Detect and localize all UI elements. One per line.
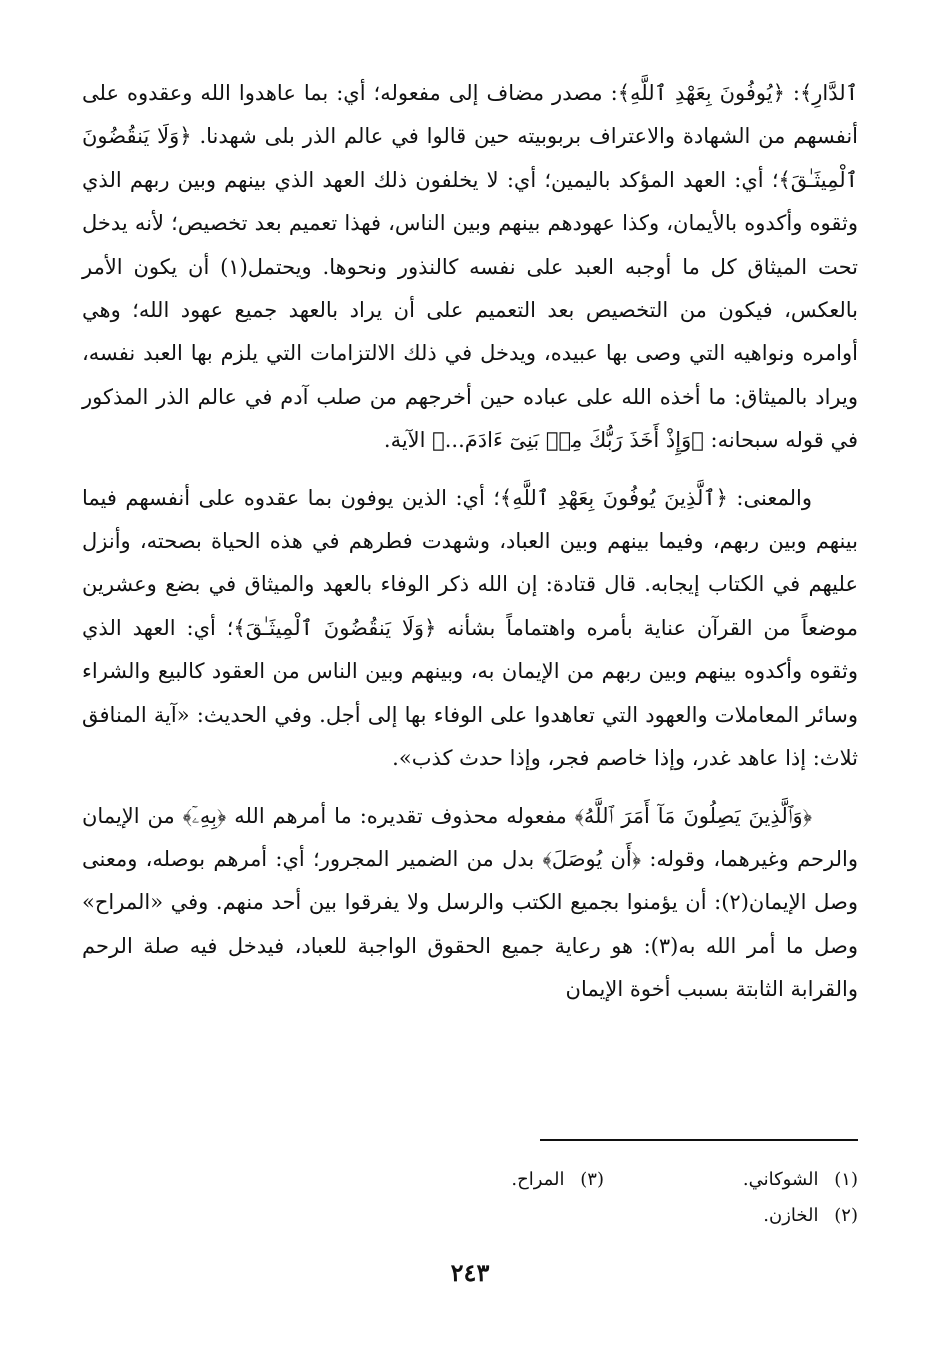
paragraph-2: والمعنى: ﴿ٱلَّذِينَ يُوفُونَ بِعَهْدِ ٱللَّهِ﴾؛ أي: الذين يوفون بما عقدوه على أنفسهم فيما بينهم وبين ربهم، وفيما بينهم وبين العباد، وشهدت فطرهم في هذه الحياة بصحته، وأنزل عليهم في الكتاب إيجابه. قال قتادة: إن الله ذكر الوفاء بالعهد والميثاق في بضع وعشرين موضعاً من القرآن عناية بأمره واهتماماً بشأنه ﴿وَلَا يَنقُضُونَ ٱلْمِيثَـٰقَ﴾؛ أي: العهد الذي وثقوه وأكدوه بينهم وبين ربهم من الإيمان به، وبينهم وبين الناس من العقود كالبيع والشراء وسائر المعاملات والعهود التي تعاهدوا على الوفاء بها إلى أجل. وفي الحديث: «آية المنافق ثلاث: إذا عاهد غدر، وإذا خاصم فجر، وإذا حدث كذب». [82, 485, 858, 771]
paragraph-3: ﴿وَٱلَّذِينَ يَصِلُونَ مَآ أَمَرَ ٱللَّهُ﴾ مفعوله محذوف تقديره: ما أمرهم الله ﴿بِهِۦٓ﴾ من الإيمان والرحم وغيرهما، وقوله: ﴿أَن يُوصَلَ﴾ بدل من الضمير المجرور؛ أي: أمرهم بوصله، ومعنى وصل الإيمان(٢): أن يؤمنوا بجميع الكتب والرسل ولا يفرقوا بين أحد منهم. وفي «المراح» وصل ما أمر الله به(٣): هو رعاية جميع الحقوق الواجبة للعباد، فيدخل فيه صلة الرحم والقرابة الثابتة بسبب أخوة الإيمان [82, 803, 858, 1002]
footnote-separator [540, 1139, 858, 1141]
footnote-text: المراح. [511, 1169, 565, 1190]
footnote-text: الخازن. [763, 1205, 819, 1226]
footnotes [82, 1162, 858, 1234]
footnote-number: (١) [834, 1169, 858, 1190]
footnote-text: الشوكاني. [742, 1169, 819, 1190]
footnote-row-1 [82, 1162, 858, 1198]
page-number: ٢٤٣ [450, 1258, 490, 1287]
footnote-2 [604, 1198, 858, 1234]
footnote-3 [350, 1162, 604, 1198]
footnote-number: (٣) [580, 1169, 604, 1190]
footnote-1 [604, 1162, 858, 1198]
paragraph-1: ٱلدَّارِ﴾: ﴿يُوفُونَ بِعَهْدِ ٱللَّهِ﴾: مصدر مضاف إلى مفعوله؛ أي: بما عاهدوا الله وعقدوه على أنفسهم من الشهادة والاعتراف بربوبيته حين قالوا في عالم الذر بلى شهدنا. ﴿وَلَا يَنقُضُونَ ٱلْمِيثَـٰقَ﴾؛ أي: العهد المؤكد باليمين؛ أي: لا يخلفون ذلك العهد الذي بينهم وبين ربهم الذي وثقوه وأكدوه بالأيمان، وكذا عهودهم بينهم وبين الناس، فهذا تعميم بعد تخصيص؛ لأنه يدخل تحت الميثاق كل ما أوجبه العبد على نفسه كالنذور ونحوها. ويحتمل(١) أن يكون الأمر بالعكس، فيكون من التخصيص بعد التعميم على أن يراد بالعهد جميع عهود الله؛ وهي أوامره ونواهيه التي وصى بها عبيده، ويدخل في ذلك الالتزامات التي يلزم بها العبد نفسه، ويراد بالميثاق: ما أخذه الله على عباده حين أخرجهم من صلب آدم في عالم الذر المذكور في قوله سبحانه: ﴿وَإِذْ أَخَذَ رَبُّكَ مِنۢ بَنِىٓ ءَادَمَ...﴾ الآية. [82, 81, 858, 453]
footnote-number: (٢) [834, 1205, 858, 1226]
main-text [82, 72, 858, 1012]
footnote-row-2 [82, 1198, 858, 1234]
